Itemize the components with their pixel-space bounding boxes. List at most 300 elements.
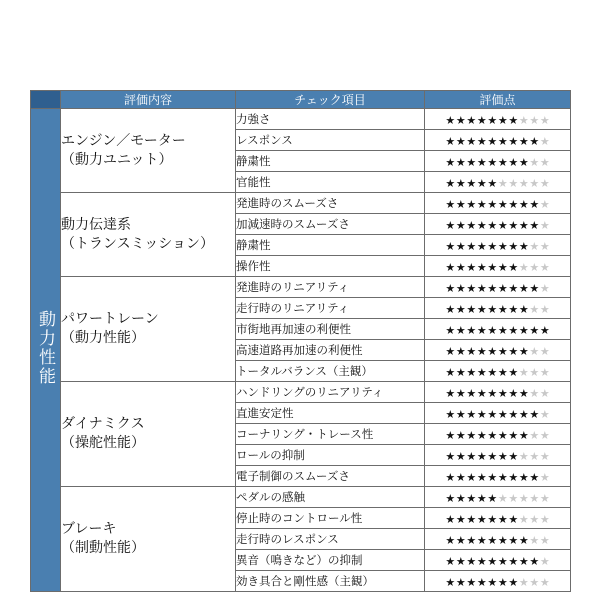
star-empty-icon: ★ [539, 513, 550, 526]
star-filled-icon: ★ [497, 261, 508, 274]
star-filled-icon: ★ [487, 114, 498, 127]
check-item: 市街地再加速の利便性 [236, 319, 425, 340]
star-filled-icon: ★ [497, 450, 508, 463]
star-rating [425, 550, 571, 571]
check-item: ハンドリングのリニアリティ [236, 382, 425, 403]
star-empty-icon: ★ [539, 366, 550, 379]
star-filled-icon: ★ [497, 240, 508, 253]
star-filled-icon: ★ [508, 408, 519, 421]
star-filled-icon: ★ [466, 492, 477, 505]
star-filled-icon: ★ [508, 366, 519, 379]
star-empty-icon: ★ [529, 366, 540, 379]
star-filled-icon: ★ [529, 282, 540, 295]
evaluation-table [30, 90, 571, 592]
table-row [31, 277, 571, 298]
star-filled-icon: ★ [466, 555, 477, 568]
star-rating [425, 340, 571, 361]
star-filled-icon: ★ [508, 345, 519, 358]
table-row [31, 487, 571, 508]
star-rating [425, 445, 571, 466]
star-filled-icon: ★ [497, 198, 508, 211]
check-item: 直進安定性 [236, 403, 425, 424]
star-filled-icon: ★ [508, 429, 519, 442]
star-rating [425, 424, 571, 445]
star-rating [425, 361, 571, 382]
star-rating [425, 298, 571, 319]
star-empty-icon: ★ [539, 135, 550, 148]
star-filled-icon: ★ [445, 198, 456, 211]
star-filled-icon: ★ [476, 513, 487, 526]
star-filled-icon: ★ [487, 303, 498, 316]
star-empty-icon: ★ [529, 429, 540, 442]
star-filled-icon: ★ [518, 408, 529, 421]
corner-cell [31, 91, 61, 109]
star-filled-icon: ★ [476, 450, 487, 463]
star-filled-icon: ★ [529, 198, 540, 211]
star-empty-icon: ★ [529, 156, 540, 169]
star-empty-icon: ★ [539, 156, 550, 169]
star-filled-icon: ★ [508, 555, 519, 568]
star-empty-icon: ★ [518, 576, 529, 589]
star-filled-icon: ★ [487, 282, 498, 295]
star-filled-icon: ★ [445, 324, 456, 337]
star-filled-icon: ★ [445, 555, 456, 568]
star-rating [425, 403, 571, 424]
star-filled-icon: ★ [529, 324, 540, 337]
star-filled-icon: ★ [487, 534, 498, 547]
star-filled-icon: ★ [455, 513, 466, 526]
star-filled-icon: ★ [497, 534, 508, 547]
check-item: 静粛性 [236, 235, 425, 256]
category-line: パワートレーン [61, 311, 159, 327]
star-filled-icon: ★ [455, 408, 466, 421]
star-filled-icon: ★ [497, 408, 508, 421]
star-filled-icon: ★ [518, 387, 529, 400]
star-rating [425, 382, 571, 403]
star-filled-icon: ★ [455, 345, 466, 358]
star-filled-icon: ★ [445, 429, 456, 442]
star-filled-icon: ★ [508, 450, 519, 463]
category-line: ダイナミクス [61, 416, 145, 432]
star-empty-icon: ★ [529, 177, 540, 190]
star-rating [425, 487, 571, 508]
star-empty-icon: ★ [518, 261, 529, 274]
star-empty-icon: ★ [539, 303, 550, 316]
star-filled-icon: ★ [455, 114, 466, 127]
star-filled-icon: ★ [466, 135, 477, 148]
star-filled-icon: ★ [445, 303, 456, 316]
star-empty-icon: ★ [497, 177, 508, 190]
star-empty-icon: ★ [539, 387, 550, 400]
star-filled-icon: ★ [445, 492, 456, 505]
star-filled-icon: ★ [487, 219, 498, 232]
star-filled-icon: ★ [445, 408, 456, 421]
star-filled-icon: ★ [497, 324, 508, 337]
star-empty-icon: ★ [529, 114, 540, 127]
star-filled-icon: ★ [476, 135, 487, 148]
star-filled-icon: ★ [487, 471, 498, 484]
star-filled-icon: ★ [466, 387, 477, 400]
star-filled-icon: ★ [518, 555, 529, 568]
star-filled-icon: ★ [518, 429, 529, 442]
star-filled-icon: ★ [455, 198, 466, 211]
star-filled-icon: ★ [455, 303, 466, 316]
star-filled-icon: ★ [466, 261, 477, 274]
star-empty-icon: ★ [518, 366, 529, 379]
star-filled-icon: ★ [487, 324, 498, 337]
star-filled-icon: ★ [487, 261, 498, 274]
category-cell [61, 193, 236, 277]
star-rating [425, 235, 571, 256]
check-item: ロールの抑制 [236, 445, 425, 466]
check-item: レスポンス [236, 130, 425, 151]
check-item: 発進時のリニアリティ [236, 277, 425, 298]
star-filled-icon: ★ [466, 198, 477, 211]
star-empty-icon: ★ [539, 198, 550, 211]
star-empty-icon: ★ [529, 513, 540, 526]
star-filled-icon: ★ [466, 366, 477, 379]
star-filled-icon: ★ [518, 534, 529, 547]
category-line: （操舵性能） [61, 435, 145, 451]
star-empty-icon: ★ [539, 471, 550, 484]
star-empty-icon: ★ [529, 492, 540, 505]
star-filled-icon: ★ [445, 513, 456, 526]
check-item: コーナリング・トレース性 [236, 424, 425, 445]
star-rating [425, 193, 571, 214]
star-filled-icon: ★ [455, 471, 466, 484]
star-empty-icon: ★ [529, 576, 540, 589]
category-line: （動力ユニット） [61, 151, 173, 168]
star-filled-icon: ★ [445, 219, 456, 232]
star-filled-icon: ★ [476, 198, 487, 211]
star-empty-icon: ★ [539, 282, 550, 295]
star-filled-icon: ★ [445, 261, 456, 274]
star-rating [425, 319, 571, 340]
star-filled-icon: ★ [508, 513, 519, 526]
star-filled-icon: ★ [497, 135, 508, 148]
star-filled-icon: ★ [466, 156, 477, 169]
star-filled-icon: ★ [476, 555, 487, 568]
star-filled-icon: ★ [487, 555, 498, 568]
star-filled-icon: ★ [476, 534, 487, 547]
star-filled-icon: ★ [455, 219, 466, 232]
star-filled-icon: ★ [529, 135, 540, 148]
star-filled-icon: ★ [445, 471, 456, 484]
star-filled-icon: ★ [466, 576, 477, 589]
star-filled-icon: ★ [497, 303, 508, 316]
star-empty-icon: ★ [518, 513, 529, 526]
check-item: 走行時のリニアリティ [236, 298, 425, 319]
star-empty-icon: ★ [529, 450, 540, 463]
star-filled-icon: ★ [487, 198, 498, 211]
star-filled-icon: ★ [455, 555, 466, 568]
star-filled-icon: ★ [487, 492, 498, 505]
category-line: ブレーキ [61, 521, 117, 537]
star-filled-icon: ★ [508, 219, 519, 232]
star-filled-icon: ★ [455, 492, 466, 505]
star-filled-icon: ★ [445, 240, 456, 253]
category-cell [61, 277, 236, 382]
star-rating [425, 214, 571, 235]
category-line: （制動性能） [61, 540, 145, 556]
star-empty-icon: ★ [539, 240, 550, 253]
star-rating [425, 277, 571, 298]
star-filled-icon: ★ [518, 303, 529, 316]
star-rating [425, 109, 571, 130]
star-empty-icon: ★ [539, 219, 550, 232]
star-filled-icon: ★ [445, 534, 456, 547]
star-empty-icon: ★ [529, 240, 540, 253]
star-filled-icon: ★ [476, 576, 487, 589]
star-filled-icon: ★ [539, 324, 550, 337]
star-filled-icon: ★ [497, 576, 508, 589]
star-filled-icon: ★ [466, 429, 477, 442]
check-item: 異音（鳴きなど）の抑制 [236, 550, 425, 571]
star-empty-icon: ★ [508, 177, 519, 190]
star-filled-icon: ★ [487, 429, 498, 442]
star-filled-icon: ★ [518, 471, 529, 484]
star-empty-icon: ★ [518, 114, 529, 127]
star-filled-icon: ★ [466, 534, 477, 547]
star-empty-icon: ★ [539, 114, 550, 127]
star-filled-icon: ★ [476, 261, 487, 274]
star-filled-icon: ★ [455, 156, 466, 169]
star-filled-icon: ★ [508, 471, 519, 484]
star-filled-icon: ★ [445, 450, 456, 463]
star-filled-icon: ★ [497, 387, 508, 400]
star-filled-icon: ★ [529, 408, 540, 421]
star-rating [425, 130, 571, 151]
star-filled-icon: ★ [455, 240, 466, 253]
star-empty-icon: ★ [518, 450, 529, 463]
header-category: 評価内容 [61, 91, 236, 109]
star-empty-icon: ★ [508, 492, 519, 505]
star-filled-icon: ★ [508, 534, 519, 547]
check-item: 効き具合と剛性感（主観） [236, 571, 425, 592]
star-filled-icon: ★ [455, 261, 466, 274]
star-rating [425, 466, 571, 487]
star-filled-icon: ★ [497, 513, 508, 526]
star-filled-icon: ★ [487, 135, 498, 148]
star-rating [425, 529, 571, 550]
star-rating [425, 172, 571, 193]
star-filled-icon: ★ [508, 240, 519, 253]
star-filled-icon: ★ [476, 324, 487, 337]
table-row [31, 382, 571, 403]
star-filled-icon: ★ [445, 366, 456, 379]
star-filled-icon: ★ [529, 471, 540, 484]
star-empty-icon: ★ [529, 534, 540, 547]
star-empty-icon: ★ [529, 387, 540, 400]
star-empty-icon: ★ [539, 408, 550, 421]
star-empty-icon: ★ [497, 492, 508, 505]
star-filled-icon: ★ [476, 303, 487, 316]
star-filled-icon: ★ [466, 408, 477, 421]
side-label-cell [31, 109, 61, 592]
star-filled-icon: ★ [466, 282, 477, 295]
star-filled-icon: ★ [466, 219, 477, 232]
star-filled-icon: ★ [476, 492, 487, 505]
star-filled-icon: ★ [497, 555, 508, 568]
star-filled-icon: ★ [518, 198, 529, 211]
table-row [31, 193, 571, 214]
star-filled-icon: ★ [445, 387, 456, 400]
star-empty-icon: ★ [518, 492, 529, 505]
star-filled-icon: ★ [455, 324, 466, 337]
category-cell [61, 382, 236, 487]
star-filled-icon: ★ [476, 408, 487, 421]
star-filled-icon: ★ [497, 282, 508, 295]
check-item: 走行時のレスポンス [236, 529, 425, 550]
check-item: 加減速時のスムーズさ [236, 214, 425, 235]
star-filled-icon: ★ [466, 324, 477, 337]
category-line: 動力伝達系 [61, 216, 131, 233]
star-empty-icon: ★ [539, 450, 550, 463]
star-filled-icon: ★ [476, 240, 487, 253]
star-filled-icon: ★ [445, 282, 456, 295]
star-filled-icon: ★ [518, 219, 529, 232]
star-filled-icon: ★ [466, 114, 477, 127]
star-filled-icon: ★ [497, 156, 508, 169]
star-filled-icon: ★ [455, 366, 466, 379]
star-filled-icon: ★ [476, 219, 487, 232]
star-filled-icon: ★ [445, 177, 456, 190]
star-filled-icon: ★ [497, 366, 508, 379]
star-filled-icon: ★ [518, 324, 529, 337]
star-filled-icon: ★ [455, 429, 466, 442]
category-line: （トランスミッション） [61, 235, 215, 252]
check-item: 高速道路再加速の利便性 [236, 340, 425, 361]
star-filled-icon: ★ [476, 345, 487, 358]
check-item: 発進時のスムーズさ [236, 193, 425, 214]
star-empty-icon: ★ [518, 177, 529, 190]
star-filled-icon: ★ [518, 240, 529, 253]
star-empty-icon: ★ [529, 303, 540, 316]
category-line: （動力性能） [61, 330, 145, 346]
star-filled-icon: ★ [455, 282, 466, 295]
star-filled-icon: ★ [487, 450, 498, 463]
star-filled-icon: ★ [487, 345, 498, 358]
star-empty-icon: ★ [539, 576, 550, 589]
star-filled-icon: ★ [466, 450, 477, 463]
star-filled-icon: ★ [487, 408, 498, 421]
star-filled-icon: ★ [487, 240, 498, 253]
star-rating [425, 151, 571, 172]
star-filled-icon: ★ [476, 114, 487, 127]
star-filled-icon: ★ [476, 471, 487, 484]
star-filled-icon: ★ [455, 177, 466, 190]
star-filled-icon: ★ [518, 156, 529, 169]
star-filled-icon: ★ [508, 156, 519, 169]
star-empty-icon: ★ [529, 345, 540, 358]
star-filled-icon: ★ [466, 240, 477, 253]
star-filled-icon: ★ [497, 345, 508, 358]
star-filled-icon: ★ [455, 387, 466, 400]
star-empty-icon: ★ [539, 492, 550, 505]
star-rating [425, 508, 571, 529]
star-filled-icon: ★ [508, 198, 519, 211]
check-item: 静粛性 [236, 151, 425, 172]
star-filled-icon: ★ [508, 387, 519, 400]
star-filled-icon: ★ [518, 135, 529, 148]
star-filled-icon: ★ [466, 177, 477, 190]
star-filled-icon: ★ [476, 366, 487, 379]
star-filled-icon: ★ [487, 366, 498, 379]
star-empty-icon: ★ [539, 345, 550, 358]
star-empty-icon: ★ [539, 261, 550, 274]
table-body [31, 109, 571, 592]
star-filled-icon: ★ [497, 114, 508, 127]
category-cell [61, 487, 236, 592]
star-filled-icon: ★ [487, 387, 498, 400]
star-filled-icon: ★ [529, 219, 540, 232]
header-check-item: チェック項目 [236, 91, 425, 109]
star-filled-icon: ★ [476, 282, 487, 295]
star-empty-icon: ★ [529, 261, 540, 274]
star-empty-icon: ★ [539, 555, 550, 568]
star-empty-icon: ★ [539, 177, 550, 190]
star-filled-icon: ★ [497, 429, 508, 442]
star-filled-icon: ★ [508, 114, 519, 127]
star-filled-icon: ★ [487, 156, 498, 169]
category-cell [61, 109, 236, 193]
star-filled-icon: ★ [466, 513, 477, 526]
star-filled-icon: ★ [476, 156, 487, 169]
star-filled-icon: ★ [466, 471, 477, 484]
star-empty-icon: ★ [539, 429, 550, 442]
check-item: トータルバランス（主観） [236, 361, 425, 382]
star-filled-icon: ★ [497, 219, 508, 232]
side-label: 動力性能 [35, 310, 55, 386]
star-filled-icon: ★ [497, 471, 508, 484]
check-item: ペダルの感触 [236, 487, 425, 508]
check-item: 力強さ [236, 109, 425, 130]
star-filled-icon: ★ [445, 135, 456, 148]
star-filled-icon: ★ [476, 387, 487, 400]
star-filled-icon: ★ [508, 135, 519, 148]
star-filled-icon: ★ [476, 177, 487, 190]
star-filled-icon: ★ [466, 345, 477, 358]
check-item: 停止時のコントロール性 [236, 508, 425, 529]
star-filled-icon: ★ [445, 345, 456, 358]
star-filled-icon: ★ [508, 324, 519, 337]
star-filled-icon: ★ [476, 429, 487, 442]
star-filled-icon: ★ [445, 576, 456, 589]
star-filled-icon: ★ [455, 576, 466, 589]
star-rating [425, 256, 571, 277]
star-filled-icon: ★ [508, 261, 519, 274]
star-filled-icon: ★ [508, 303, 519, 316]
star-filled-icon: ★ [466, 303, 477, 316]
star-filled-icon: ★ [518, 345, 529, 358]
check-item: 操作性 [236, 256, 425, 277]
star-filled-icon: ★ [487, 177, 498, 190]
star-filled-icon: ★ [487, 513, 498, 526]
header-score: 評価点 [425, 91, 571, 109]
star-filled-icon: ★ [529, 555, 540, 568]
star-filled-icon: ★ [518, 282, 529, 295]
table-row [31, 109, 571, 130]
check-item: 官能性 [236, 172, 425, 193]
star-filled-icon: ★ [487, 576, 498, 589]
category-line: エンジン／モーター [61, 132, 186, 149]
star-filled-icon: ★ [445, 114, 456, 127]
star-filled-icon: ★ [508, 282, 519, 295]
star-filled-icon: ★ [455, 135, 466, 148]
star-filled-icon: ★ [508, 576, 519, 589]
star-empty-icon: ★ [539, 534, 550, 547]
star-filled-icon: ★ [455, 534, 466, 547]
